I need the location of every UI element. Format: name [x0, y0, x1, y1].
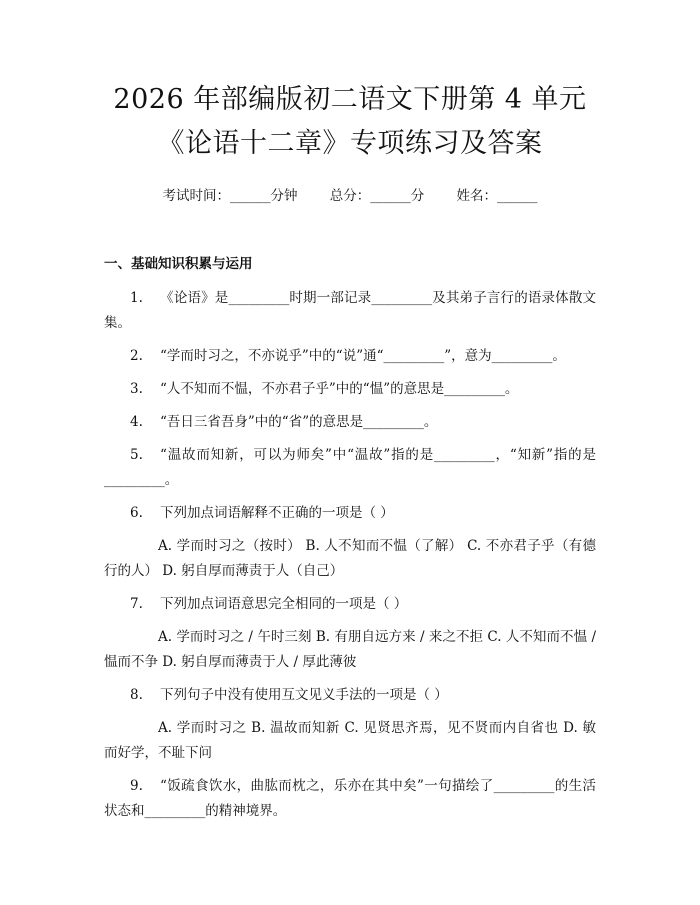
question-9 [104, 774, 596, 824]
question-number: 3. [130, 381, 143, 397]
question-text: “温故而知新，可以为师矣”中“温故”指的是_________，“知新”指的是_________。 [104, 447, 596, 488]
question-2 [104, 344, 596, 369]
question-3 [104, 377, 596, 402]
question-text: 下列句子中没有使用互文见义手法的一项是（ ） [160, 687, 448, 703]
section-heading: 一、基础知识积累与运用 [104, 256, 253, 272]
question-text: “饭疏食饮水，曲肱而枕之，乐亦在其中矣”一句描绘了_________的生活状态和_________的精神境界。 [104, 778, 596, 819]
question-number: 9. [130, 778, 143, 794]
question-number: 5. [130, 447, 143, 463]
question-text: “吾日三省吾身”中的“省”的意思是_________。 [160, 414, 438, 430]
question-8-options: A. 学而时习之 B. 温故而知新 C. 见贤思齐焉，见不贤而内自省也 D. 敏而好学，不耻下问 [104, 720, 596, 761]
question-text: 《论语》是_________时期一部记录_________及其弟子言行的语录体散文集。 [104, 290, 596, 331]
question-8 [104, 683, 596, 708]
question-4 [104, 410, 596, 435]
question-number: 1. [130, 290, 143, 306]
question-text: 下列加点词语意思完全相同的一项是（ ） [160, 596, 408, 612]
question-6 [104, 501, 596, 526]
exam-info [104, 186, 596, 206]
question-number: 6. [130, 505, 143, 521]
question-number: 7. [130, 596, 143, 612]
question-7-options: A. 学而时习之 / 午时三刻 B. 有朋自远方来 / 来之不拒 C. 人不知而不愠 / 愠而不争 D. 躬自厚而薄责于人 / 厚此薄彼 [104, 629, 596, 670]
question-text: 下列加点词语解释不正确的一项是（ ） [160, 505, 394, 521]
question-number: 2. [130, 348, 143, 364]
question-number: 4. [130, 414, 143, 430]
exam-time: 考试时间：______分钟 [162, 188, 298, 204]
question-text: “人不知而不愠，不亦君子乎”中的“愠”的意思是_________。 [160, 381, 519, 397]
question-text: “学而时习之，不亦说乎”中的“说”通“_________”，意为_________。 [160, 348, 566, 364]
question-5 [104, 443, 596, 493]
question-6-options: A. 学而时习之（按时） B. 人不知而不愠（了解） C. 不亦君子乎（有德行的人） D. 躬自厚而薄责于人（自己） [104, 538, 596, 579]
student-name: 姓名：______ [456, 188, 538, 204]
question-1 [104, 286, 596, 336]
question-number: 8. [130, 687, 143, 703]
total-score: 总分：______分 [329, 188, 425, 204]
document-title: 2026 年部编版初二语文下册第 4 单元《论语十二章》专项练习及答案 [113, 84, 587, 159]
question-7 [104, 592, 596, 617]
